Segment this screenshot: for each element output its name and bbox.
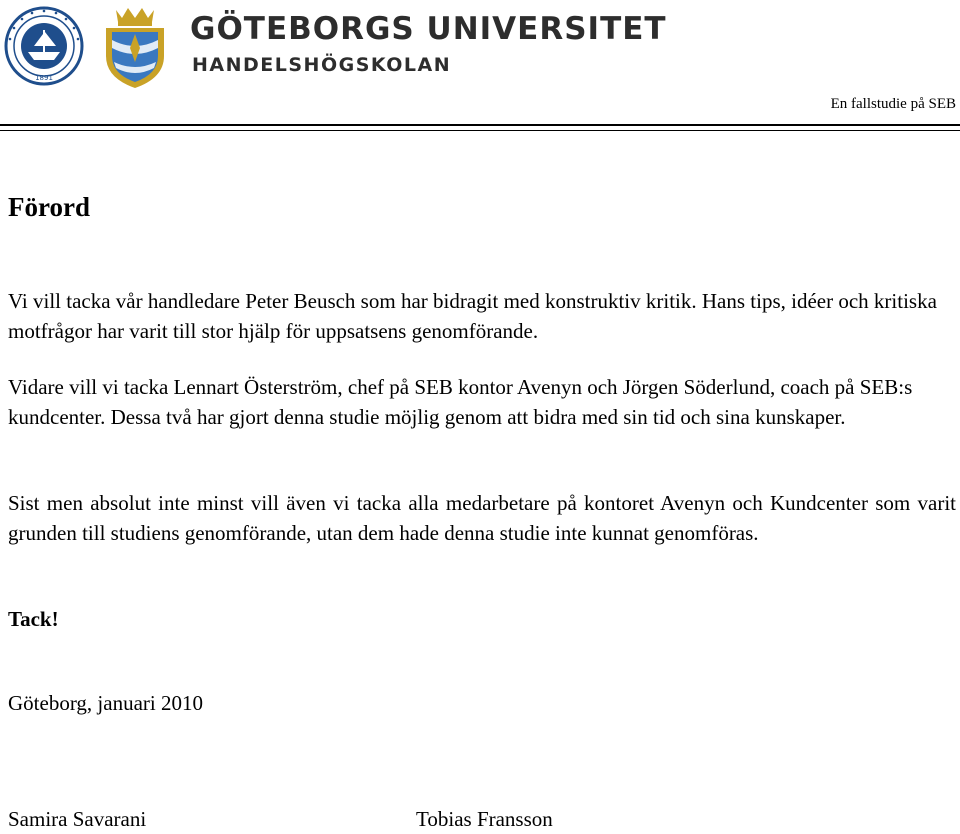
- university-seal-icon: [4, 6, 84, 86]
- header-rule-thin: [0, 130, 960, 131]
- page-header: [0, 0, 960, 130]
- school-name: HANDELSHÖGSKOLAN: [192, 54, 452, 76]
- running-header: En fallstudie på SEB: [830, 96, 956, 112]
- svg-text:1891: 1891: [35, 74, 53, 82]
- header-rule-thick: [0, 124, 960, 126]
- crest-icon: [96, 4, 174, 90]
- thanks-line: Tack!: [8, 607, 59, 631]
- section-title: Förord: [8, 192, 90, 222]
- paragraph: Sist men absolut inte minst vill även vi tacka alla medarbetare på kontoret Avenyn och Kundcenter som varit grunden till studiens genomförande, utan dem hade denna studie inte kunnat genomföras.: [8, 491, 956, 545]
- signature-name: Tobias Fransson: [416, 807, 553, 831]
- paragraph: Vidare vill vi tacka Lennart Österström, chef på SEB kontor Avenyn och Jörgen Söderlund, coach på SEB:s kundcenter. Dessa två har gjort denna studie möjlig genom att bidra med sin tid och sina kunskaper.: [8, 375, 913, 429]
- signature-name: Samira Savarani: [8, 807, 147, 831]
- paragraph: Vi vill tacka vår handledare Peter Beusch som har bidragit med konstruktiv kritik. Hans tips, idéer och kritiska motfrågor har varit till stor hjälp för uppsatsens genomförande.: [8, 289, 937, 343]
- place-date: Göteborg, januari 2010: [8, 691, 203, 715]
- university-name: GÖTEBORGS UNIVERSITET: [190, 11, 667, 47]
